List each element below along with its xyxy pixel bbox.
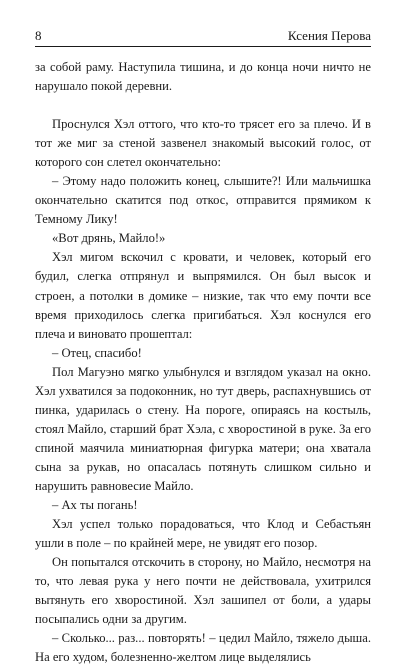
paragraph: – Ах ты погань! bbox=[52, 498, 138, 513]
paragraph: Он попытался отскочить в сторону, но Майло, несмотря на то, что левая рука у него почти не действовала, ухитрился вытянуть его хворостиной. Хэл зашипел от боли, а удары посыпались одни за другим. bbox=[35, 555, 371, 627]
paragraph: – Этому надо положить конец, слышите?! Или мальчишка окончательно скатится под откос, отправится прямиком к Темному Лику! bbox=[35, 174, 371, 227]
paragraph: Хэл успел только порадоваться, что Клод и Себастьян ушли в поле – по крайней мере, не увидят его позор. bbox=[35, 517, 371, 551]
paragraph: за собой раму. Наступила тишина, и до конца ночи ничто не нарушало покой деревни. bbox=[35, 60, 371, 94]
paragraph: – Отец, спасибо! bbox=[52, 345, 142, 360]
paragraph: Проснулся Хэл оттого, что кто-то трясет его за плечо. И в тот же миг за стеной зазвенел знакомый высокий голос, от которого сон слетел окончательно: bbox=[35, 117, 371, 170]
body-text bbox=[35, 58, 371, 667]
page-number: 8 bbox=[35, 28, 42, 43]
running-head-author: Ксения Перова bbox=[287, 28, 371, 43]
paragraph: «Вот дрянь, Майло!» bbox=[52, 231, 166, 246]
paragraph: Хэл мигом вскочил с кровати, и человек, который его будил, слегка отпрянул и выпрямился. Он был высок и строен, а потолки в домике – низкие, так что ему почти все время приходилось слегка пригибаться. Хэл коснулся его плеча и виновато прошептал: bbox=[35, 250, 371, 341]
paragraph: Пол Магуэно мягко улыбнулся и взглядом указал на окно. Хэл ухватился за подоконник, но тут дверь, распахнувшись от пинка, ударилась о стену. На пороге, опираясь на костыль, стоял Майло, старший брат Хэла, с хворостиной в руке. За его спиной маячила миниатюрная фигурка матери; она хватала сына за рукав, но опасалась потянуть слишком сильно и нарушить равновесие Майло. bbox=[35, 364, 371, 493]
running-header bbox=[35, 22, 371, 47]
paragraph: – Сколько... раз... повторять! – цедил Майло, тяжело дыша. На его худом, болезненно-желтом лице выделялись bbox=[35, 631, 371, 665]
